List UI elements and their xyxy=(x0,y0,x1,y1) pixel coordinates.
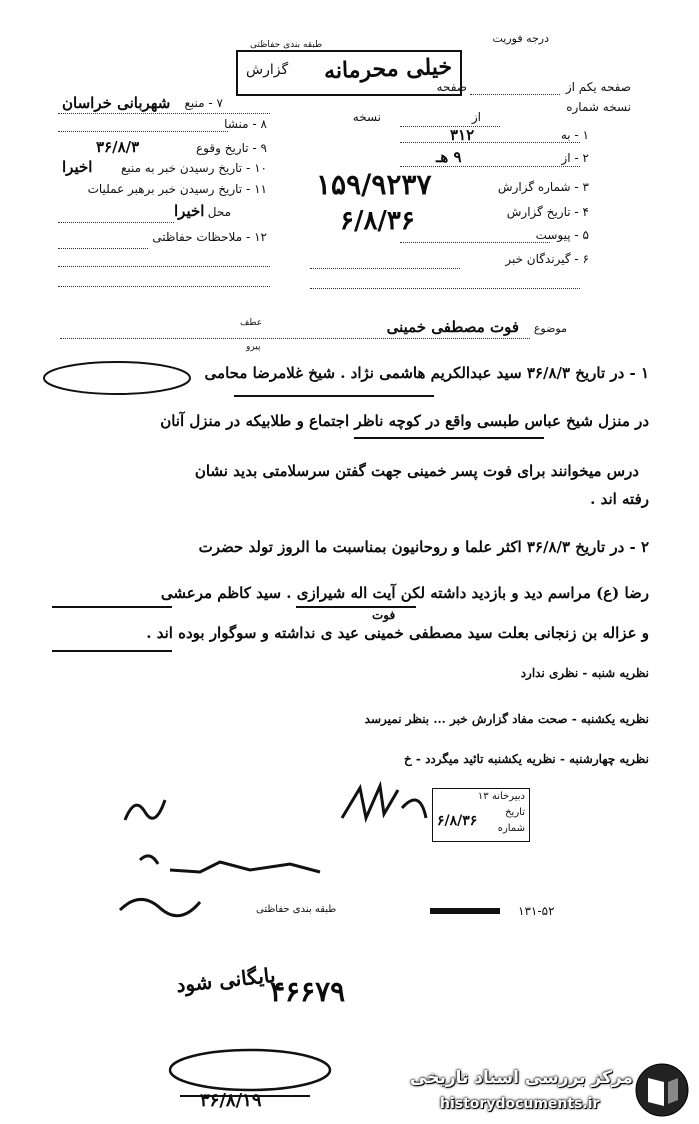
dotted-line xyxy=(400,242,550,243)
classification-stamp xyxy=(236,50,462,96)
body-p1-line1: ۱ - در تاریخ ۳۶/۸/۳ سید عبدالکریم هاشمی نژاد . شیخ غلامرضا محامی xyxy=(204,364,649,382)
dotted-line xyxy=(58,248,148,249)
archive-signature-icon xyxy=(160,1040,400,1120)
dotted-line xyxy=(310,288,580,289)
classification-small-label: طبقه بندی حفاظتی xyxy=(250,40,323,50)
field-attachment-label: ۵ - پیوست xyxy=(535,228,589,242)
watermark-url: historydocuments.ir xyxy=(440,1096,600,1112)
body-p1-line4: رفته اند . xyxy=(590,490,649,508)
secretariat-stamp-date: ۶/۸/۳۶ xyxy=(437,813,478,829)
note-wednesday: نظریه چهارشنبه - نظریه یکشنبه تائید میگردد - خ xyxy=(403,752,649,766)
underline-mark xyxy=(296,606,416,608)
officer-signature-icon xyxy=(110,850,350,930)
body-p1-line3: درس میخوانند برای فوت پسر خمینی جهت گفتن سرسلامتی بدید نشان xyxy=(194,462,639,480)
archive-date: ۳۶/۸/۱۹ xyxy=(200,1090,262,1111)
field-report-date-value: ۶/۸/۳۶ xyxy=(340,206,415,236)
copy-from-label: از xyxy=(471,110,481,124)
field-recipients-label: ۶ - گیرندگان خبر xyxy=(505,252,589,266)
dotted-line xyxy=(58,266,270,267)
watermark-title: مرکز بررسی اسناد تاریخی xyxy=(410,1068,633,1088)
field-event-date-label: ۹ - تاریخ وقوع xyxy=(196,141,267,155)
classification-stamp-sub: گزارش xyxy=(246,62,289,78)
field-news-to-source-value: اخیرا xyxy=(62,158,93,176)
classification-stamp-text: خیلی محرمانه xyxy=(323,53,453,85)
field-from-value: ۹ هـ xyxy=(436,148,462,166)
dotted-line xyxy=(400,142,580,143)
secretariat-stamp xyxy=(432,788,530,842)
field-news-to-ops-value: اخیرا xyxy=(174,202,205,220)
atf-label: عطف xyxy=(240,318,263,328)
dotted-line xyxy=(58,131,228,132)
circle-mark xyxy=(42,360,192,396)
dotted-line xyxy=(58,113,270,114)
dotted-line xyxy=(58,286,270,287)
secretariat-stamp-line3: شماره xyxy=(497,823,525,834)
archive-number: ۴۶۶۷۹ xyxy=(270,975,346,1008)
secretariat-stamp-line2: تاریخ xyxy=(505,807,525,818)
underline-mark xyxy=(234,395,434,397)
field-news-to-ops-label: ۱۱ - تاریخ رسیدن خبر برهبر عملیات xyxy=(87,182,267,196)
initials-signature-icon xyxy=(120,790,170,830)
footer-classification-label: طبقه بندی حفاظتی xyxy=(256,904,337,915)
body-p2-line2: رضا (ع) مراسم دید و بازدید داشته لکن آیت اله شیرازی . سید کاظم مرعشی xyxy=(160,584,649,602)
field-to-value: ۳۱۲ xyxy=(450,126,475,144)
note-sunday: نظریه یکشنبه - صحت مفاد گزارش خبر ... بنظر نمیرسد xyxy=(364,712,649,726)
dotted-line xyxy=(58,222,174,223)
dotted-line xyxy=(470,94,560,95)
dotted-line xyxy=(400,166,580,167)
subject-value: فوت مصطفی خمینی xyxy=(386,318,519,336)
field-origin-label: ۸ - منشا xyxy=(224,117,267,131)
field-source-label: ۷ - منبع xyxy=(184,96,223,110)
watermark-logo-icon xyxy=(634,1062,690,1118)
body-p2-line3: و عزاله بن زنجانی بعلت سید مصطفی خمینی عید ی نداشته و سوگوار بوده اند . xyxy=(146,624,649,642)
copy-label-b: نسخه xyxy=(352,110,381,124)
underline-mark xyxy=(52,650,172,652)
urgency-label: درجه فوریت xyxy=(492,32,549,45)
field-report-number-label: ۳ - شماره گزارش xyxy=(497,180,589,194)
field-to-label: ۱ - به xyxy=(560,128,589,142)
field-news-to-ops-place: محل xyxy=(207,205,231,219)
archive-text: بایگانی شود xyxy=(175,962,277,998)
body-p1-line2: در منزل شیخ عباس طبسی واقع در کوچه ناظر اجتماع و طلابیکه در منزل آنان xyxy=(160,412,649,430)
field-event-date-value: ۳۶/۸/۳ xyxy=(96,138,140,156)
underline-mark xyxy=(52,606,172,608)
field-news-to-source-label: ۱۰ - تاریخ رسیدن خبر به منبع xyxy=(120,161,267,175)
field-security-notes-label: ۱۲ - ملاحظات حفاظتی xyxy=(152,230,267,244)
scribble-signature-icon xyxy=(340,778,430,832)
field-report-number-value: ۱۵۹/۹۲۳۷ xyxy=(316,168,432,201)
dotted-line xyxy=(60,338,530,339)
subject-label: موضوع xyxy=(533,322,567,335)
form-code: ۱۳۱-۵۲ xyxy=(518,904,555,918)
field-source-value: شهربانی خراسان xyxy=(62,94,171,112)
note-saturday: نظریه شنبه - نظری ندارد xyxy=(520,666,649,680)
piro-label: پیرو xyxy=(246,342,261,352)
dotted-line xyxy=(310,268,460,269)
field-report-date-label: ۴ - تاریخ گزارش xyxy=(506,205,589,219)
page-label: صفحه یکم از xyxy=(565,80,631,94)
redaction-bar xyxy=(430,908,500,914)
body-p2-line1: ۲ - در تاریخ ۳۶/۸/۳ اکثر علما و روحانیون بمناسبت ما الروز تولد حضرت xyxy=(198,538,649,556)
page-label-b: صفحه xyxy=(436,80,467,94)
body-p2-line3-insert: فوت xyxy=(372,608,396,622)
underline-mark xyxy=(354,437,544,439)
field-from-label: ۲ - از xyxy=(561,151,589,165)
secretariat-stamp-line1: دبیرخانه ۱۳ xyxy=(477,791,525,802)
copy-label: نسخه شماره xyxy=(566,100,631,114)
